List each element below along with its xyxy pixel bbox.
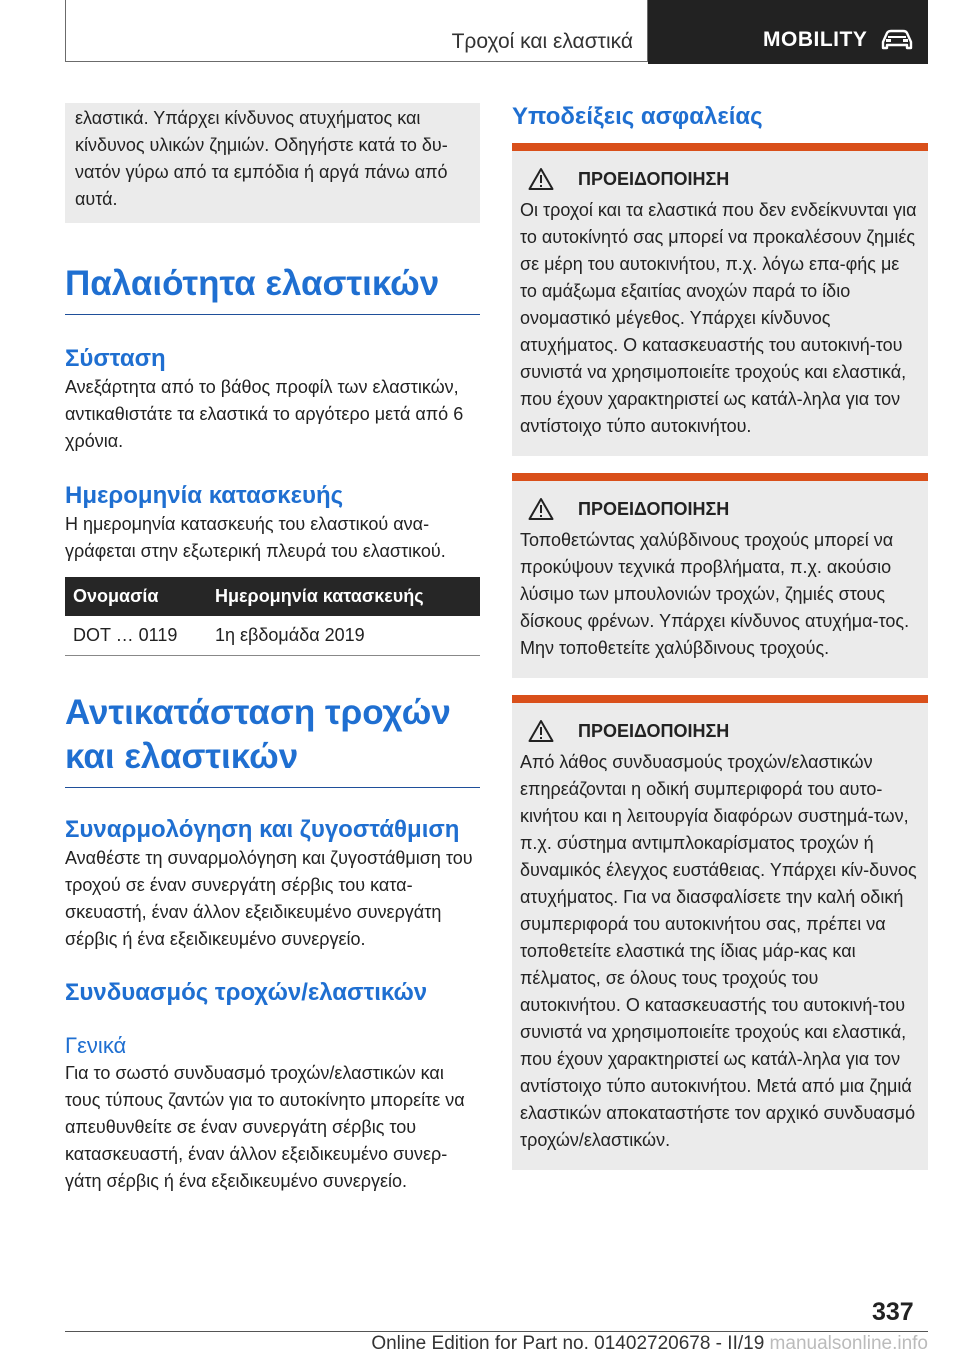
warning-box bbox=[512, 695, 928, 1170]
heading-recommendation: Σύσταση bbox=[65, 345, 166, 372]
warning-header bbox=[520, 495, 918, 523]
warning-label: ΠΡΟΕΙΔΟΠΟΙΗΣΗ bbox=[578, 168, 730, 189]
warning-box bbox=[512, 143, 928, 456]
heading-mounting-balancing: Συναρμολόγηση και ζυγοστάθμιση bbox=[65, 816, 460, 843]
mounting-text: Αναθέστε τη συναρμολόγηση και ζυγοστάθμιση του τροχού σε έναν συνεργάτη σέρβις του κατα-σκευαστή, έναν άλλον εξειδικευμένο συνεργάτη σέρβις ή ένα εξειδικευμένο συνεργείο. bbox=[65, 848, 473, 949]
table-cell: 1η εβδομάδα 2019 bbox=[207, 616, 480, 656]
heading-general: Γενικά bbox=[65, 1033, 127, 1058]
table-row bbox=[65, 616, 480, 656]
page-number: 337 bbox=[872, 1298, 914, 1326]
intro-box bbox=[65, 103, 480, 223]
warning-box bbox=[512, 473, 928, 678]
warning-header bbox=[520, 165, 918, 193]
section-tab bbox=[65, 0, 648, 62]
heading-tire-age: Παλαιότητα ελαστικών bbox=[65, 262, 480, 315]
heading-manufacture-date: Ημερομηνία κατασκευής bbox=[65, 482, 344, 509]
warning-triangle-icon bbox=[528, 497, 554, 521]
warning-label: ΠΡΟΕΙΔΟΠΟΙΗΣΗ bbox=[578, 498, 730, 519]
car-icon bbox=[880, 28, 914, 52]
footer-edition bbox=[371, 1333, 928, 1355]
warning-label: ΠΡΟΕΙΔΟΠΟΙΗΣΗ bbox=[578, 720, 730, 741]
heading-safety-notes: Υποδείξεις ασφαλείας bbox=[512, 103, 763, 130]
table-header-row bbox=[65, 577, 480, 616]
heading-replace-wheels: Αντικατάσταση τροχών και ελαστικών bbox=[65, 691, 480, 788]
warning-text: Τοποθετώντας χαλύβδινους τροχούς μπορεί να προκύψουν τεχνικά προβλήματα, π.χ. ακούσιο λύσιμο των μπουλονιών τροχών, ζημιές στους δίσκους φρένων. Υπάρχει κίνδυνος ατυχήμα-τος. Μην τοποθετείτε χαλύβδινους τροχούς. bbox=[520, 530, 910, 658]
section-title: Τροχοί και ελαστικά bbox=[451, 30, 633, 53]
mobility-tab bbox=[648, 0, 928, 64]
intro-text: ελαστικά. Υπάρχει κίνδυνος ατυχήματος και κίνδυνος υλικών ζημιών. Οδηγήστε κατά το δυ-νατόν γύρω από τα εμπόδια ή αργά πάνω από αυτά. bbox=[75, 108, 448, 209]
recommendation-text: Ανεξάρτητα από το βάθος προφίλ των ελαστικών, αντικαθιστάτε τα ελαστικά το αργότερο μετά από 6 χρόνια. bbox=[65, 377, 464, 451]
manufacture-date-text: Η ημερομηνία κατασκευής του ελαστικού ανα-γράφεται στην εξωτερική πλευρά του ελαστικού. bbox=[65, 514, 446, 561]
heading-wheel-tire-combination: Συνδυασμός τροχών/ελαστικών bbox=[65, 979, 428, 1006]
page-header bbox=[65, 0, 928, 64]
watermark-site: manualsonline.info bbox=[769, 1333, 928, 1354]
warning-text: Από λάθος συνδυασμούς τροχών/ελαστικών επηρεάζονται η οδική συμπεριφορά του αυτο-κινήτου και η λειτουργία διαφόρων συστημά-των, π.χ. σύστημα αντιμπλοκαρίσματος τροχών ή δυναμικός έλεγχος ευστάθειας. Υπάρχει κίν-δυνος ατυχήματος. Για να διασφαλίσετε την καλή οδική συμπεριφορά του αυτοκινήτου σας, πρέπει να τοποθετείτε ελαστικά της ίδιας μάρ-κας και πέλματος, σε όλους τους τροχούς του αυτοκινήτου. Ο κατασκευαστής του αυτοκινή-του συνιστά να χρησιμοποιείτε τροχούς και ελαστικά, που έχουν χαρακτηριστεί ως κατάλ-ληλα για τον αντίστοιχο τύπο αυτοκινήτου. Μετά από μια ζημιά ελαστικών αποκαταστήστε τον αρχικό συνδυασμό τροχών/ελαστικών. bbox=[520, 752, 917, 1150]
warning-triangle-icon bbox=[528, 719, 554, 743]
table-cell: DOT … 0119 bbox=[65, 616, 207, 656]
mobility-label: MOBILITY bbox=[763, 28, 868, 51]
warning-header bbox=[520, 717, 918, 745]
left-column bbox=[65, 103, 480, 1195]
right-column bbox=[512, 103, 928, 1170]
warning-triangle-icon bbox=[528, 167, 554, 191]
date-table bbox=[65, 577, 480, 656]
table-header-cell: Ονομασία bbox=[65, 577, 207, 616]
warning-text: Οι τροχοί και τα ελαστικά που δεν ενδείκνυνται για το αυτοκίνητό σας μπορεί να προκαλέσουν ζημιές σε μέρη του αυτοκινήτου, π.χ. λόγω επα-φής με το αμάξωμα εξαιτίας ανοχών παρά το ίδιο ονομαστικό μέγεθος. Υπάρχει κίνδυνος ατυχήματος. Ο κατασκευαστής του αυτοκινή-του συνιστά να χρησιμοποιείτε τροχούς και ελαστικά, που έχουν χαρακτηριστεί ως κατάλ-ληλα για τον αντίστοιχο τύπο αυτοκινήτου. bbox=[520, 200, 917, 436]
edition-text: Online Edition for Part no. 01402720678 - II/19 bbox=[371, 1333, 765, 1354]
footer-divider bbox=[65, 1331, 928, 1332]
general-text: Για το σωστό συνδυασμό τροχών/ελαστικών και τους τύπους ζαντών για το αυτοκίνητο μπορείτε να απευθυνθείτε σε έναν συνεργάτη σέρβις του κατασκευαστή, έναν άλλον εξειδικευμένο συνερ-γάτη σέρβις ή ένα εξειδικευμένο συνεργείο. bbox=[65, 1063, 465, 1191]
table-header-cell: Ημερομηνία κατασκευής bbox=[207, 577, 480, 616]
